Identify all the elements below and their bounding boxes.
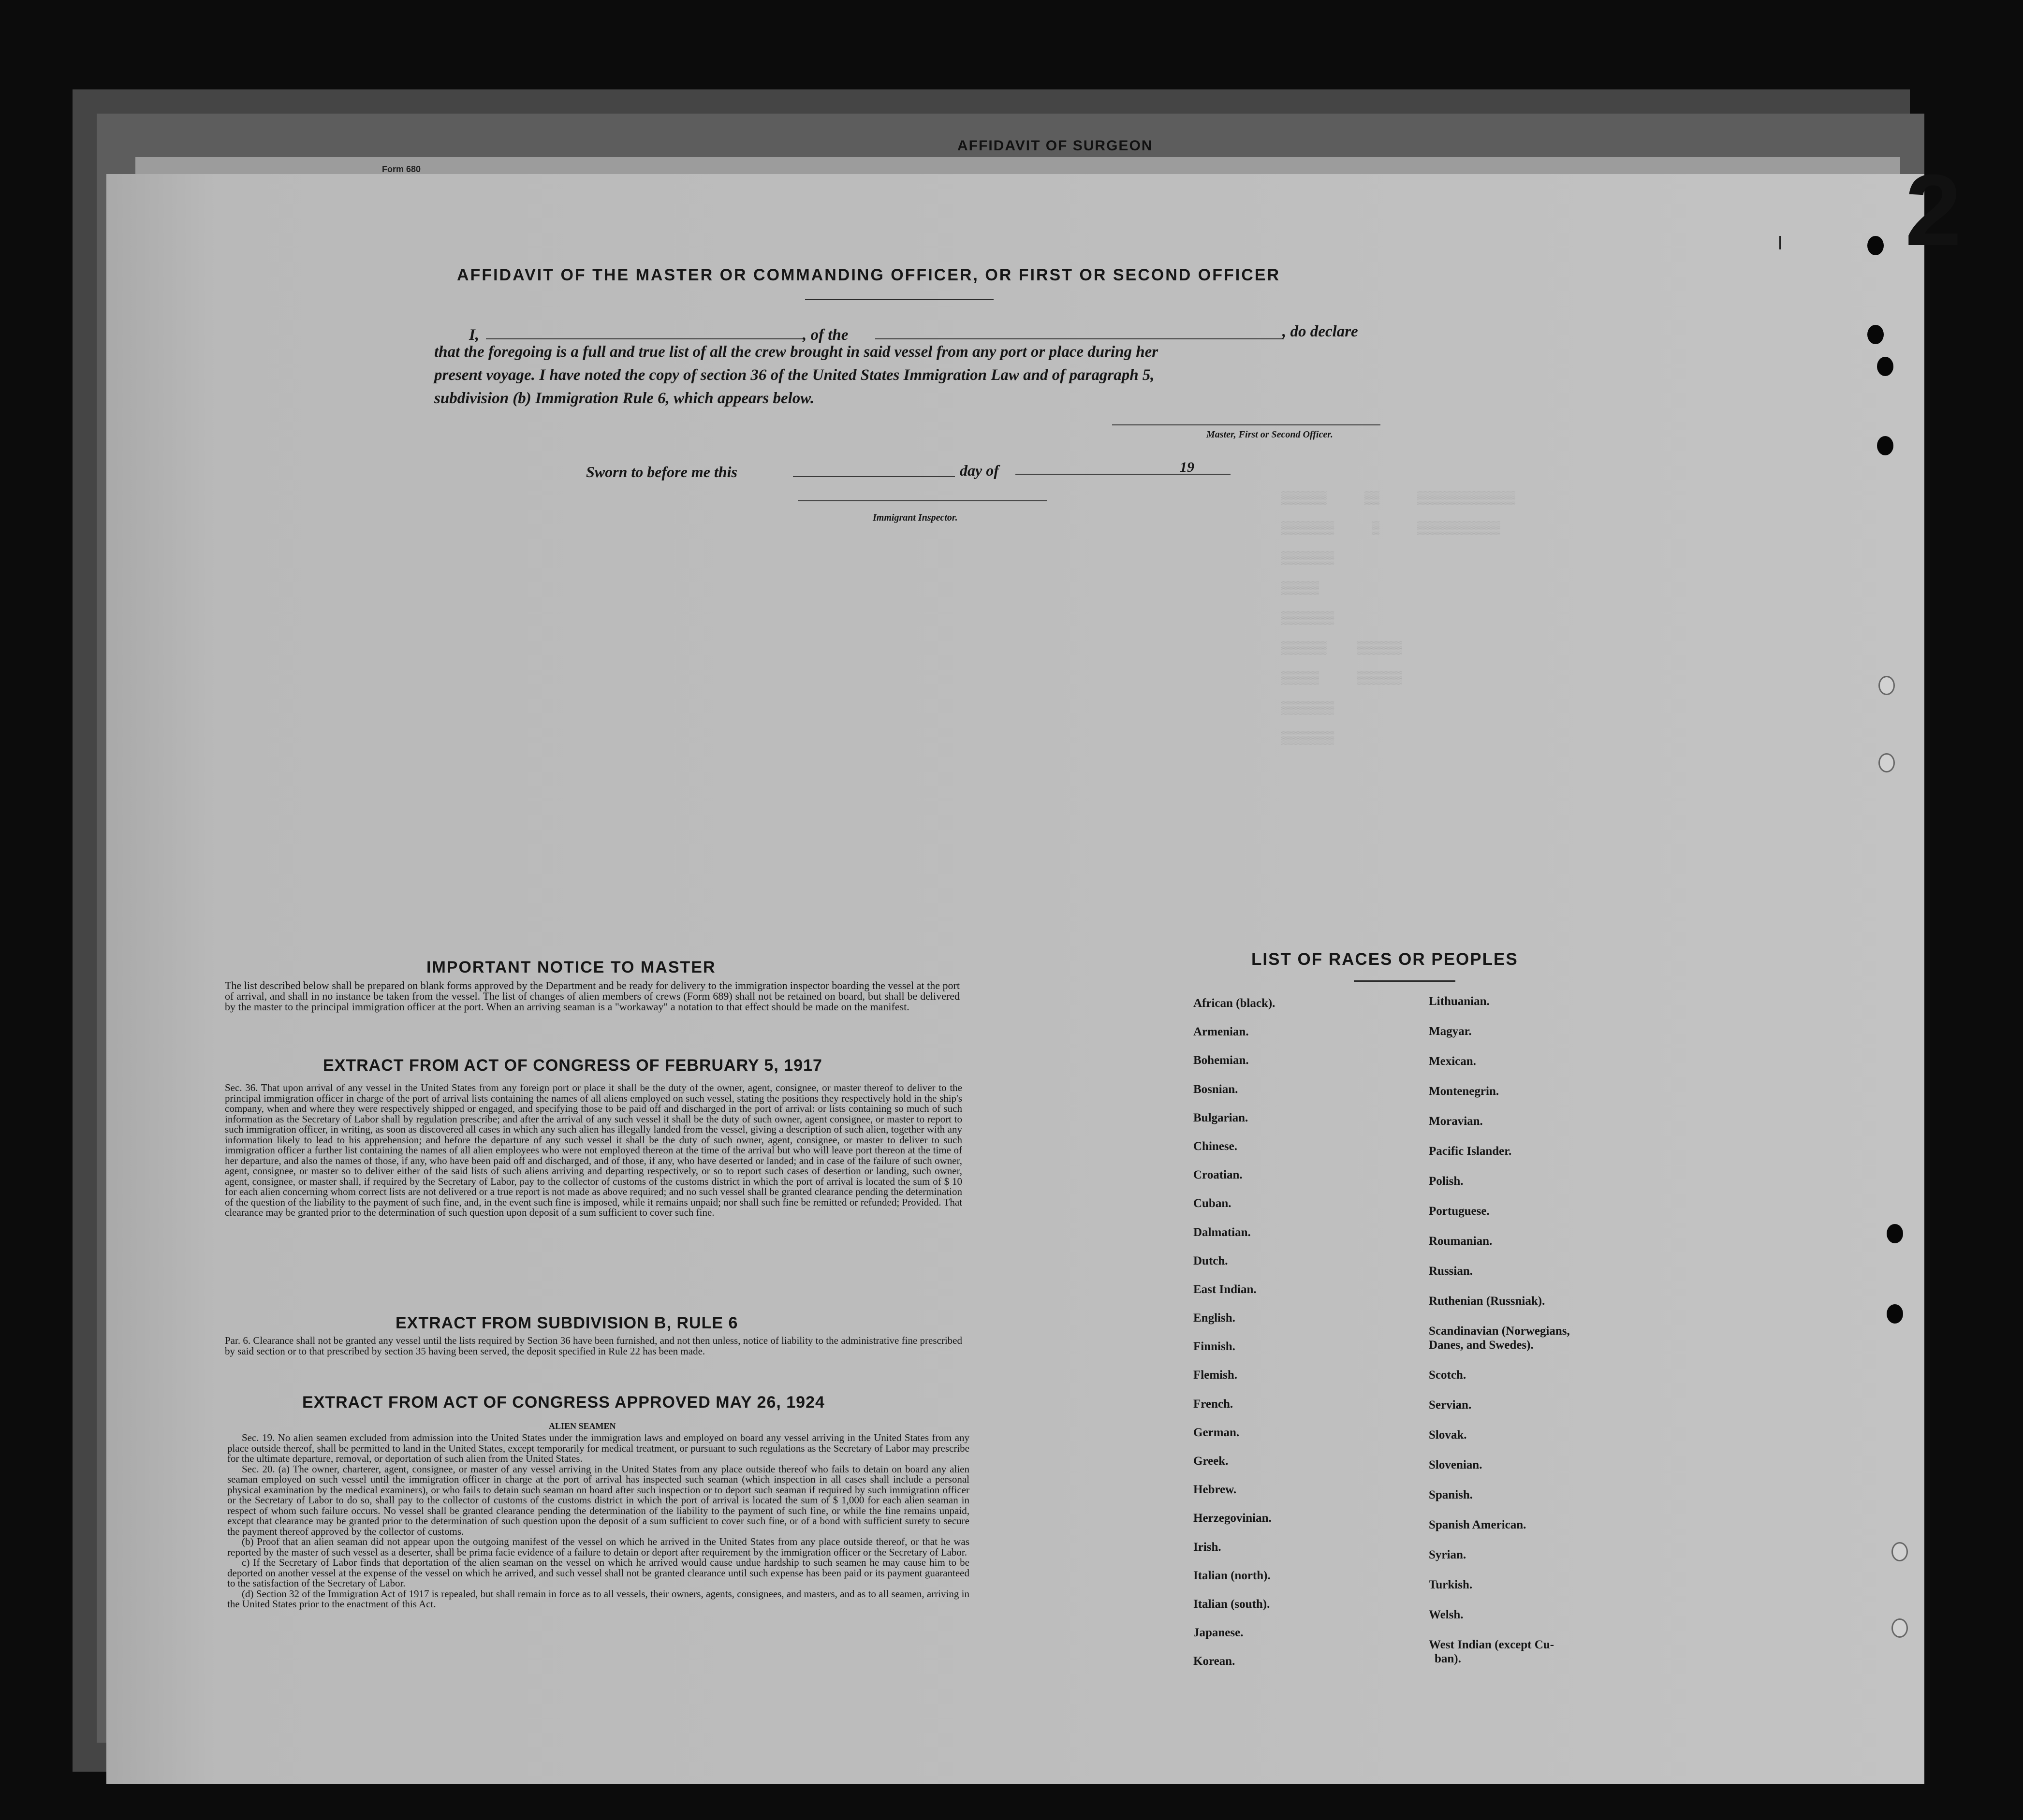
- section-20a-text: Sec. 20. (a) The owner, charterer, agent, consignee, or master of any vessel arriving in the United States from any place outside thereof who fails to detain on board any alien seaman employed on such vessel until the immigration officer in charge at the port of arrival has inspected such seaman (which inspection in all cases shall include a personal physical examination by the medical examiners), or who fails to detain such seaman on board after such inspection or to deport such seaman if required by such immigration officer or the Secretary of Labor to do so, shall pay to the collector of customs of the customs district in which the port of arrival is located the sum of $ 1,000 for each alien seaman in respect of whom such failure occurs. No vessel shall be granted clearance pending the determination of the liability to the payment of such fine, or while the fine remains unpaid, except that clearance may be granted prior to the determination of such question upon the deposit of a sum sufficient to cover such fine, or of a bond with sufficient surety to secure the payment thereof approved by the collector of customs.: [227, 1463, 969, 1537]
- affidavit-line-1: that the foregoing is a full and true list of all the crew brought in said vessel from any port or place during her: [434, 343, 1158, 361]
- inspector-caption: Immigrant Inspector.: [873, 512, 958, 523]
- race-item: Korean.: [1193, 1655, 1235, 1668]
- race-item: Servian.: [1429, 1398, 1472, 1412]
- binder-hole: [1867, 325, 1884, 344]
- race-item: Ruthenian (Russniak).: [1429, 1295, 1545, 1308]
- section-20c-text: c) If the Secretary of Labor finds that deportation of the alien seaman on the vessel on which he arrived would cause undue hardship to such seamen he may cause him to be deported on another vessel at the expense of the vessel on which he arrived, and such vessel shall not be granted clearance until such expense has been paid or its payment guaranteed to the satisfaction of the Secretary of Labor.: [227, 1557, 969, 1589]
- binder-hole: [1877, 357, 1893, 376]
- binder-hole: [1878, 753, 1895, 772]
- race-item: Greek.: [1193, 1455, 1229, 1468]
- notice-text: The list described below shall be prepared on blank forms approved by the Department and be ready for delivery to the immigration inspector boarding the vessel at the port of arrival, and shall in no instance be taken from the vessel. The list of changes of alien members of crews (Form 689) shall not be retained on board, but shall be delivered by the master to the principal immigration officer at the port. When an arriving seaman is a "workaway" a notation to that effect should be made on the manifest.: [225, 979, 960, 1013]
- section-20d-text: (d) Section 32 of the Immigration Act of 1917 is repealed, but shall remain in force as to all vessels, their owners, agents, consignees, and masters, and as to all seamen, arriving in the United States prior to the enactment of this Act.: [227, 1587, 969, 1610]
- section-19-text: Sec. 19. No alien seamen excluded from admission into the United States under the immigration laws and employed on board any vessel arriving in the United States from any place outside thereof, shall be permitted to land in the United States, except temporarily for medical treatment, or pursuant to such regulations as the Secretary of Labor may prescribe for the ultimate departure, removal, or deportation of such alien from the United States.: [227, 1432, 969, 1464]
- binder-hole: [1891, 1618, 1908, 1638]
- extract-1917-text: Sec. 36. That upon arrival of any vessel in the United States from any foreign port or place it shall be the duty of the owner, agent, consignee, or master thereof to deliver to the principal immigration officer in charge of the port of arrival lists containing the names of all aliens employed on such vessel, stating the positions they respectively hold in the ship's company, when and where they were respectively shipped or engaged, and specifying those to be paid off and discharged in the port of arrival: or lists containing so much of such information as the Secretary of Labor shall by regulation prescribe; and after the arrival of any such vessel it shall be the duty of such owner, agent consignee, or master to report to such immigration officer, in writing, as soon as discovered all cases in which any such alien has illegally landed from the vessel, giving a description of such alien, together with any information likely to lead to his apprehension; and before the departure of any such vessel it shall be the duty of such owner, agent, consignee, or master to deliver to such immigration officer a further list containing the names of all alien employees who were not employed thereon at the time of the arrival but who will leave port thereon at the time of her departure, and also the names of those, if any, who have been paid off and discharged, and of those, if any, who have deserted or landed; and in case of the failure of such owner, agent, consignee, or master so to deliver either of the said lists of such aliens arriving and departing respectively, or so to report such cases of desertion or landing, such owner, agent, consignee, or master shall, if required by the Secretary of Labor, pay to the collector of customs of the customs district in which the port of arrival is located the sum of $ 10 for each alien concerning whom correct lists are not delivered or a true report is not made as above required; and no such vessel shall be granted clearance pending the determination of the question of the liability to the payment of such fine, and, in the event such fine is imposed, while it remains unpaid; nor shall such fine be remitted or refunded; Provided. That clearance may be granted prior to the determination of such question upon deposit of a sum sufficient to cover such fine.: [225, 1082, 962, 1218]
- vessel-field[interactable]: [875, 338, 1284, 339]
- master-signature-field[interactable]: [1112, 424, 1380, 425]
- sworn-label: Sworn to before me this: [586, 463, 737, 480]
- title-rule: [805, 299, 994, 300]
- race-item: Cuban.: [1193, 1197, 1231, 1210]
- affidavit-line-2: present voyage. I have noted the copy of section 36 of the United States Immigration Law and of paragraph 5,: [434, 366, 1155, 384]
- race-item: Hebrew.: [1193, 1483, 1237, 1497]
- extract-1924-title: EXTRACT FROM ACT OF CONGRESS APPROVED MAY 26, 1924: [302, 1393, 825, 1412]
- race-item: English.: [1193, 1311, 1235, 1325]
- form-number: Form 680: [382, 164, 421, 174]
- year-label: 19: [1180, 459, 1194, 475]
- races-left-column: [1193, 997, 1275, 1684]
- race-item: Bosnian.: [1193, 1082, 1238, 1096]
- race-item: Spanish American.: [1429, 1518, 1526, 1531]
- race-item: Slovak.: [1429, 1428, 1467, 1441]
- race-item: Armenian.: [1193, 1025, 1249, 1039]
- race-item: Russian.: [1429, 1265, 1473, 1278]
- section-20b-text: (b) Proof that an alien seaman did not appear upon the outgoing manifest of the vessel on which he arrived in the United States from any place outside thereof, or that he was reported by the master of such vessel as a deserter, shall be prima facie evidence of a failure to detain or deport after requirement by the immigration officer or the Secretary of Labor.: [227, 1536, 969, 1558]
- notice-title: IMPORTANT NOTICE TO MASTER: [426, 958, 716, 976]
- race-item: Italian (south).: [1193, 1597, 1270, 1611]
- sworn-day-field[interactable]: [793, 476, 955, 477]
- race-item: Flemish.: [1193, 1369, 1237, 1382]
- race-item: Bohemian.: [1193, 1054, 1249, 1067]
- race-item: ban).: [1435, 1652, 1461, 1665]
- race-item: Bulgarian.: [1193, 1111, 1248, 1124]
- race-item: Magyar.: [1429, 1025, 1472, 1038]
- surgeon-affidavit-header: AFFIDAVIT OF SURGEON: [957, 138, 1153, 154]
- race-item: Chinese.: [1193, 1139, 1237, 1153]
- race-item: Moravian.: [1429, 1115, 1483, 1128]
- race-item: Scandinavian (Norwegians,: [1429, 1325, 1570, 1338]
- binder-hole: [1887, 1224, 1903, 1243]
- binder-hole: [1891, 1542, 1908, 1561]
- do-declare-label: , do declare: [1282, 323, 1358, 340]
- margin-tick: [1779, 236, 1781, 249]
- race-item: Montenegrin.: [1429, 1085, 1499, 1098]
- races-title: LIST OF RACES OR PEOPLES: [1251, 950, 1518, 969]
- race-item: East Indian.: [1193, 1282, 1257, 1296]
- race-item: Slovenian.: [1429, 1458, 1482, 1471]
- race-item: Roumanian.: [1429, 1235, 1493, 1248]
- extract-rule6-text: Par. 6. Clearance shall not be granted any vessel until the lists required by Section 36 have been furnished, and not then unless, notice of liability to the administrative fine prescribed by said section or to that prescribed by section 35 having been served, the deposit specified in Rule 22 has been made.: [225, 1335, 962, 1357]
- day-of-label: day of: [960, 462, 999, 479]
- alien-seamen-subtitle: ALIEN SEAMEN: [549, 1421, 616, 1431]
- page-number: 2: [1905, 153, 1962, 267]
- race-item: Spanish.: [1429, 1488, 1473, 1501]
- affidavit-title: AFFIDAVIT OF THE MASTER OR COMMANDING OFFICER, OR FIRST OR SECOND OFFICER: [457, 266, 1280, 284]
- extract-1924-body: [227, 1433, 969, 1610]
- affidavit-i-label: I,: [469, 326, 480, 344]
- sworn-month-field[interactable]: [1015, 474, 1231, 475]
- race-item: French.: [1193, 1397, 1233, 1411]
- extract-1917-title: EXTRACT FROM ACT OF CONGRESS OF FEBRUARY 5, 1917: [323, 1056, 822, 1075]
- extract-rule6-title: EXTRACT FROM SUBDIVISION B, RULE 6: [396, 1314, 738, 1332]
- race-item: Dutch.: [1193, 1254, 1228, 1267]
- race-item: Portuguese.: [1429, 1205, 1490, 1218]
- races-right-column: [1429, 995, 1570, 1672]
- race-item: Finnish.: [1193, 1340, 1235, 1354]
- race-item: Scotch.: [1429, 1369, 1466, 1382]
- race-item: Pacific Islander.: [1429, 1145, 1512, 1158]
- binder-hole: [1887, 1304, 1903, 1324]
- affidavit-line-3: subdivision (b) Immigration Rule 6, which appears below.: [434, 390, 815, 407]
- race-item: African (black).: [1193, 997, 1275, 1010]
- race-item: German.: [1193, 1426, 1240, 1439]
- race-item: Mexican.: [1429, 1055, 1476, 1068]
- race-item: Welsh.: [1429, 1608, 1464, 1621]
- race-item: West Indian (except Cu-: [1429, 1638, 1554, 1651]
- race-item: Irish.: [1193, 1540, 1221, 1554]
- race-item: Italian (north).: [1193, 1569, 1271, 1582]
- inspector-signature-field[interactable]: [798, 500, 1047, 501]
- race-item: Japanese.: [1193, 1626, 1244, 1640]
- race-item: Croatian.: [1193, 1168, 1243, 1182]
- binder-hole: [1867, 236, 1884, 255]
- race-item: Turkish.: [1429, 1578, 1473, 1591]
- race-item: Polish.: [1429, 1175, 1464, 1188]
- master-signature-caption: Master, First or Second Officer.: [1206, 429, 1333, 440]
- binder-hole: [1878, 676, 1895, 695]
- race-item: Syrian.: [1429, 1548, 1466, 1561]
- of-the-label: , of the: [803, 326, 849, 344]
- race-item: Lithuanian.: [1429, 995, 1490, 1008]
- race-item: Herzegovinian.: [1193, 1512, 1272, 1525]
- races-title-rule: [1354, 980, 1455, 982]
- binder-hole: [1877, 436, 1893, 455]
- race-item: Danes, and Swedes).: [1429, 1339, 1534, 1352]
- bleed-through-text: ▒▒▒▒▒▒ ▒▒ ▒▒▒▒▒▒▒▒▒▒▒▒▒ ▒▒▒▒▒▒▒ ▒ ▒▒▒▒▒▒▒▒▒▒▒ ▒▒▒▒▒▒▒ ▒▒▒▒▒ ▒▒▒▒▒▒▒ ▒▒▒▒▒▒ ▒▒▒▒▒▒ ▒▒▒▒▒ ▒▒▒▒▒▒ ▒▒▒▒▒▒▒ ▒▒▒▒▒▒▒: [1281, 491, 1515, 745]
- race-item: Dalmatian.: [1193, 1225, 1251, 1239]
- name-field[interactable]: [486, 338, 805, 339]
